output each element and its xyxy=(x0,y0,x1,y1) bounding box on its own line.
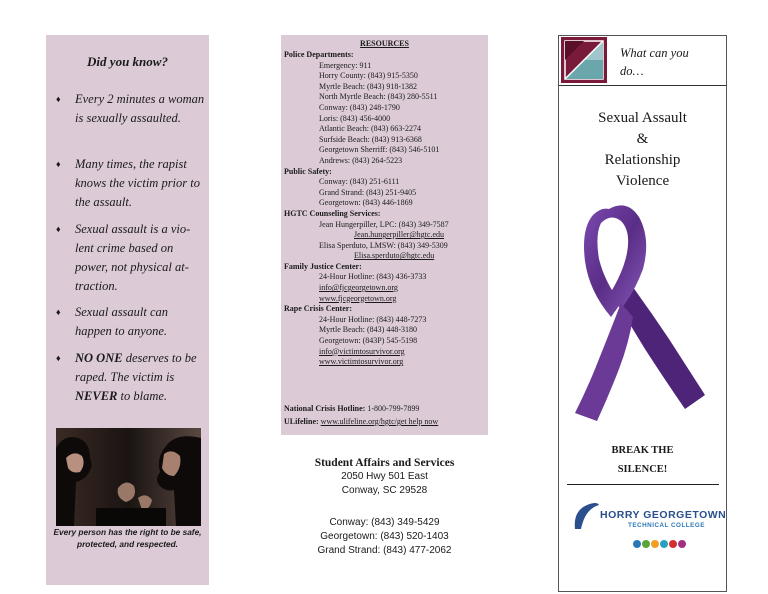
dot-icon xyxy=(669,540,677,548)
resource-entry: Grand Strand: (843) 251-9405 xyxy=(319,187,417,197)
resources-list xyxy=(284,50,488,368)
address-line: 2050 Hwy 501 East xyxy=(341,471,428,482)
break-the-silence-text: BREAK THE SILENCE! xyxy=(611,445,674,475)
ulifeline-line: ULifeline: www.ulifeline.org/hgtc/get help now xyxy=(284,417,439,426)
resource-entry: Horry County: (843) 915-5350 xyxy=(319,71,418,81)
resource-entry: Andrews: (843) 264-5223 xyxy=(319,155,403,165)
resource-entry: Conway: (843) 248-1790 xyxy=(319,102,400,112)
fact-item: ♦ Many times, the rapist knows the victim prior to the assault. xyxy=(56,157,200,209)
resource-heading: Rape Crisis Center: xyxy=(284,304,352,314)
student-affairs-block xyxy=(281,456,488,498)
college-subtitle: TECHNICAL COLLEGE xyxy=(628,522,705,529)
purple-ribbon-icon xyxy=(569,199,714,424)
diamond-bullet-icon: ♦ xyxy=(56,224,61,234)
resource-link[interactable]: Jean.hungerpiller@hgtc.edu xyxy=(354,230,445,240)
resource-link[interactable]: Elisa.sperduto@hgtc.edu xyxy=(354,251,435,261)
resource-heading: HGTC Counseling Services: xyxy=(284,208,381,218)
cover-title: Sexual Assault & Relationship Violence xyxy=(598,110,687,189)
crisis-hotline-line: National Crisis Hotline: 1-800-799-7899 xyxy=(284,404,420,413)
resource-entry: Elisa Sperduto, LMSW: (843) 349-5309 xyxy=(319,240,448,250)
resource-heading: Public Safety: xyxy=(284,166,332,176)
header-divider xyxy=(559,85,726,86)
resource-heading: Police Departments: xyxy=(284,50,354,59)
resources-title: RESOURCES xyxy=(360,39,409,48)
did-you-know-title: Did you know? xyxy=(87,54,168,69)
arguing-couple-photo xyxy=(56,428,201,526)
address-line: Conway, SC 29528 xyxy=(341,485,428,496)
color-dots xyxy=(633,535,687,545)
college-logo xyxy=(571,501,727,553)
fact-item: ♦ Every 2 minutes a woman is sexually assaulted. xyxy=(56,92,205,125)
diamond-bullet-icon: ♦ xyxy=(56,353,61,363)
resource-link[interactable]: www.fjcgeorgetown.org xyxy=(319,293,397,303)
resource-entry: Georgetown: (843P) 545-5198 xyxy=(319,336,418,346)
resource-link[interactable]: www.victimtosurvivor.org xyxy=(319,357,404,367)
diamond-bullet-icon: ♦ xyxy=(56,307,61,317)
what-can-you-do-heading: What can you do… xyxy=(620,46,689,78)
cover-header xyxy=(559,36,726,85)
resource-entry: 24-Hour Hotline: (843) 436-3733 xyxy=(319,272,427,282)
resource-entry: Jean Hungerpiller, LPC: (843) 349-7587 xyxy=(319,219,449,229)
fact-item: ♦ Sexual assault can happen to anyone. xyxy=(56,305,169,338)
resource-entry: 24-Hour Hotline: (843) 448-7273 xyxy=(319,314,427,324)
dot-icon xyxy=(633,540,641,548)
dot-icon xyxy=(678,540,686,548)
campus-phone-list xyxy=(281,516,488,558)
college-swoosh-icon xyxy=(571,501,601,531)
quilt-square-icon xyxy=(561,37,607,83)
dot-icon xyxy=(660,540,668,548)
brochure-cover xyxy=(558,35,727,592)
resource-link[interactable]: info@fjcgeorgetown.org xyxy=(319,283,398,293)
did-you-know-panel xyxy=(46,35,209,585)
campus-phone: Georgetown: (843) 520-1403 xyxy=(320,531,449,542)
ulifeline-link[interactable]: www.ulifeline.org/hgtc/get help now xyxy=(320,417,439,426)
campus-phone: Conway: (843) 349-5429 xyxy=(329,517,440,528)
fact-item: ♦ Sexual assault is a vio-lent crime based on power, not physical at-traction. xyxy=(56,222,191,293)
resource-entry: Myrtle Beach: (843) 918-1382 xyxy=(319,81,417,91)
resource-entry: Emergency: 911 xyxy=(319,60,372,70)
resource-link[interactable]: info@victimtosurvivor.org xyxy=(319,346,405,356)
resource-entry: Georgetown: (843) 446-1869 xyxy=(319,198,413,208)
resource-entry: Myrtle Beach: (843) 448-3180 xyxy=(319,325,417,335)
cover-divider xyxy=(567,484,719,485)
diamond-bullet-icon: ♦ xyxy=(56,94,61,104)
resources-box xyxy=(281,35,488,435)
resource-entry: Loris: (843) 456-4000 xyxy=(319,113,391,123)
college-name: HORRY GEORGETOWN xyxy=(600,509,727,521)
photo-caption: Every person has the right to be safe, protected, and respected. xyxy=(53,527,202,549)
resource-heading: Family Justice Center: xyxy=(284,261,362,271)
dot-icon xyxy=(651,540,659,548)
diamond-bullet-icon: ♦ xyxy=(56,159,61,169)
resource-entry: Surfside Beach: (843) 913-6368 xyxy=(319,134,422,144)
resource-entry: North Myrtle Beach: (843) 280-5511 xyxy=(319,92,438,102)
campus-phone: Grand Strand: (843) 477-2062 xyxy=(317,545,452,556)
resource-entry: Conway: (843) 251-6111 xyxy=(319,177,400,187)
resource-entry: Atlantic Beach: (843) 663-2274 xyxy=(319,124,421,134)
dot-icon xyxy=(642,540,650,548)
student-affairs-title: Student Affairs and Services xyxy=(314,457,455,469)
fact-item: ♦ NO ONE deserves to be raped. The victim is NEVER to blame. xyxy=(56,351,197,403)
resource-entry: Georgetown Sherriff: (843) 546-5101 xyxy=(319,145,440,155)
